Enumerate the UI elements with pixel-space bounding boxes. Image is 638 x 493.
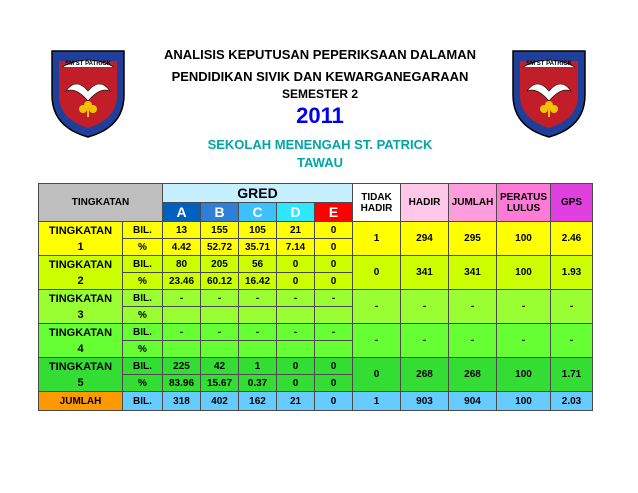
pct-cell: 52.72 <box>201 239 239 256</box>
bil-cell: - <box>201 324 239 341</box>
header-peratus-lulus: PERATUS LULUS <box>497 184 551 222</box>
row-tidak-hadir: - <box>353 290 401 324</box>
semester-label: SEMESTER 2 <box>281 87 359 101</box>
pct-label: % <box>123 273 163 290</box>
row-tidak-hadir: - <box>353 324 401 358</box>
row-label: TINGKATAN 3 <box>39 290 123 324</box>
row-hadir: - <box>401 324 449 358</box>
row-hadir: - <box>401 290 449 324</box>
pct-label: % <box>123 239 163 256</box>
pct-label: % <box>123 341 163 358</box>
bil-cell: 42 <box>201 358 239 375</box>
row-peratus: 100 <box>497 358 551 392</box>
grade-d-header: D <box>277 203 315 222</box>
bil-cell: 0 <box>277 256 315 273</box>
pct-cell: 0 <box>277 273 315 290</box>
row-jumlah: 295 <box>449 222 497 256</box>
grade-b-header: B <box>201 203 239 222</box>
bil-cell: 0 <box>277 358 315 375</box>
row-hadir: 294 <box>401 222 449 256</box>
row-gps: 1.93 <box>551 256 593 290</box>
row-peratus: - <box>497 290 551 324</box>
bil-cell: 1 <box>239 358 277 375</box>
pct-cell <box>163 341 201 358</box>
pct-cell <box>201 307 239 324</box>
pct-cell <box>315 341 353 358</box>
pct-cell <box>277 307 315 324</box>
pct-cell: 23.46 <box>163 273 201 290</box>
crest-ribbon-text: SM ST PATRICK <box>526 61 572 67</box>
pct-cell: 0 <box>277 375 315 392</box>
row-hadir: 268 <box>401 358 449 392</box>
results-table <box>38 183 593 411</box>
row-label: TINGKATAN 5 <box>39 358 123 392</box>
pct-cell: 0 <box>315 375 353 392</box>
total-tidak-hadir: 1 <box>353 392 401 411</box>
total-bil-label: BIL. <box>123 392 163 411</box>
total-cell: 21 <box>277 392 315 411</box>
crest-ribbon-text: SM ST PATRICK <box>65 61 111 67</box>
row-jumlah: - <box>449 290 497 324</box>
total-jumlah: 904 <box>449 392 497 411</box>
row-tidak-hadir: 0 <box>353 358 401 392</box>
bil-label: BIL. <box>123 358 163 375</box>
pct-label: % <box>123 307 163 324</box>
bil-cell: 205 <box>201 256 239 273</box>
pct-cell: 4.42 <box>163 239 201 256</box>
total-gps: 2.03 <box>551 392 593 411</box>
header-jumlah: JUMLAH <box>449 184 497 222</box>
year-label: 2011 <box>296 103 344 128</box>
pct-cell: 15.67 <box>201 375 239 392</box>
bil-cell: 105 <box>239 222 277 239</box>
bil-cell: 0 <box>315 222 353 239</box>
header-gps: GPS <box>551 184 593 222</box>
report-title-line1: ANALISIS KEPUTUSAN PEPERIKSAAN DALAMAN <box>163 47 477 62</box>
bil-cell: 13 <box>163 222 201 239</box>
row-jumlah: 341 <box>449 256 497 290</box>
pct-cell: 60.12 <box>201 273 239 290</box>
report-title-line2: PENDIDIKAN SIVIK DAN KEWARGANEGARAAN <box>171 69 469 84</box>
bil-cell: - <box>277 290 315 307</box>
row-peratus: 100 <box>497 222 551 256</box>
row-hadir: 341 <box>401 256 449 290</box>
pct-cell <box>277 341 315 358</box>
pct-cell: 35.71 <box>239 239 277 256</box>
bil-cell: - <box>239 324 277 341</box>
pct-cell: 0 <box>315 273 353 290</box>
pct-label: % <box>123 375 163 392</box>
header-hadir: HADIR <box>401 184 449 222</box>
row-jumlah: - <box>449 324 497 358</box>
bil-cell: 56 <box>239 256 277 273</box>
row-jumlah: 268 <box>449 358 497 392</box>
grade-a-header: A <box>163 203 201 222</box>
header-gred: GRED <box>163 184 353 203</box>
bil-label: BIL. <box>123 256 163 273</box>
pct-cell <box>315 307 353 324</box>
total-cell: 162 <box>239 392 277 411</box>
row-gps: - <box>551 290 593 324</box>
bil-cell: - <box>315 324 353 341</box>
bil-cell: 80 <box>163 256 201 273</box>
bil-cell: - <box>315 290 353 307</box>
row-gps: 2.46 <box>551 222 593 256</box>
row-label: TINGKATAN 1 <box>39 222 123 256</box>
row-gps: 1.71 <box>551 358 593 392</box>
bil-label: BIL. <box>123 290 163 307</box>
bil-cell: 155 <box>201 222 239 239</box>
row-peratus: - <box>497 324 551 358</box>
pct-cell: 0 <box>315 239 353 256</box>
bil-cell: - <box>163 324 201 341</box>
total-cell: 318 <box>163 392 201 411</box>
header-tidak-hadir: TIDAK HADIR <box>353 184 401 222</box>
row-gps: - <box>551 324 593 358</box>
school-town: TAWAU <box>297 155 343 170</box>
total-cell: 402 <box>201 392 239 411</box>
school-name: SEKOLAH MENENGAH ST. PATRICK <box>207 137 433 152</box>
school-crest-left-icon <box>48 47 128 139</box>
row-tidak-hadir: 1 <box>353 222 401 256</box>
row-peratus: 100 <box>497 256 551 290</box>
pct-cell <box>163 307 201 324</box>
total-label: JUMLAH <box>39 392 123 411</box>
pct-cell: 16.42 <box>239 273 277 290</box>
school-crest-right-icon <box>509 47 589 139</box>
bil-cell: - <box>277 324 315 341</box>
bil-cell: 225 <box>163 358 201 375</box>
pct-cell: 0.37 <box>239 375 277 392</box>
bil-cell: 21 <box>277 222 315 239</box>
total-peratus: 100 <box>497 392 551 411</box>
pct-cell <box>239 307 277 324</box>
total-cell: 0 <box>315 392 353 411</box>
bil-label: BIL. <box>123 222 163 239</box>
grade-c-header: C <box>239 203 277 222</box>
row-label: TINGKATAN 4 <box>39 324 123 358</box>
bil-cell: 0 <box>315 358 353 375</box>
pct-cell: 7.14 <box>277 239 315 256</box>
bil-cell: - <box>201 290 239 307</box>
total-hadir: 903 <box>401 392 449 411</box>
bil-cell: - <box>239 290 277 307</box>
row-tidak-hadir: 0 <box>353 256 401 290</box>
row-label: TINGKATAN 2 <box>39 256 123 290</box>
header-tingkatan: TINGKATAN <box>39 184 163 222</box>
pct-cell <box>201 341 239 358</box>
grade-e-header: E <box>315 203 353 222</box>
pct-cell: 83.96 <box>163 375 201 392</box>
bil-label: BIL. <box>123 324 163 341</box>
bil-cell: 0 <box>315 256 353 273</box>
pct-cell <box>239 341 277 358</box>
bil-cell: - <box>163 290 201 307</box>
